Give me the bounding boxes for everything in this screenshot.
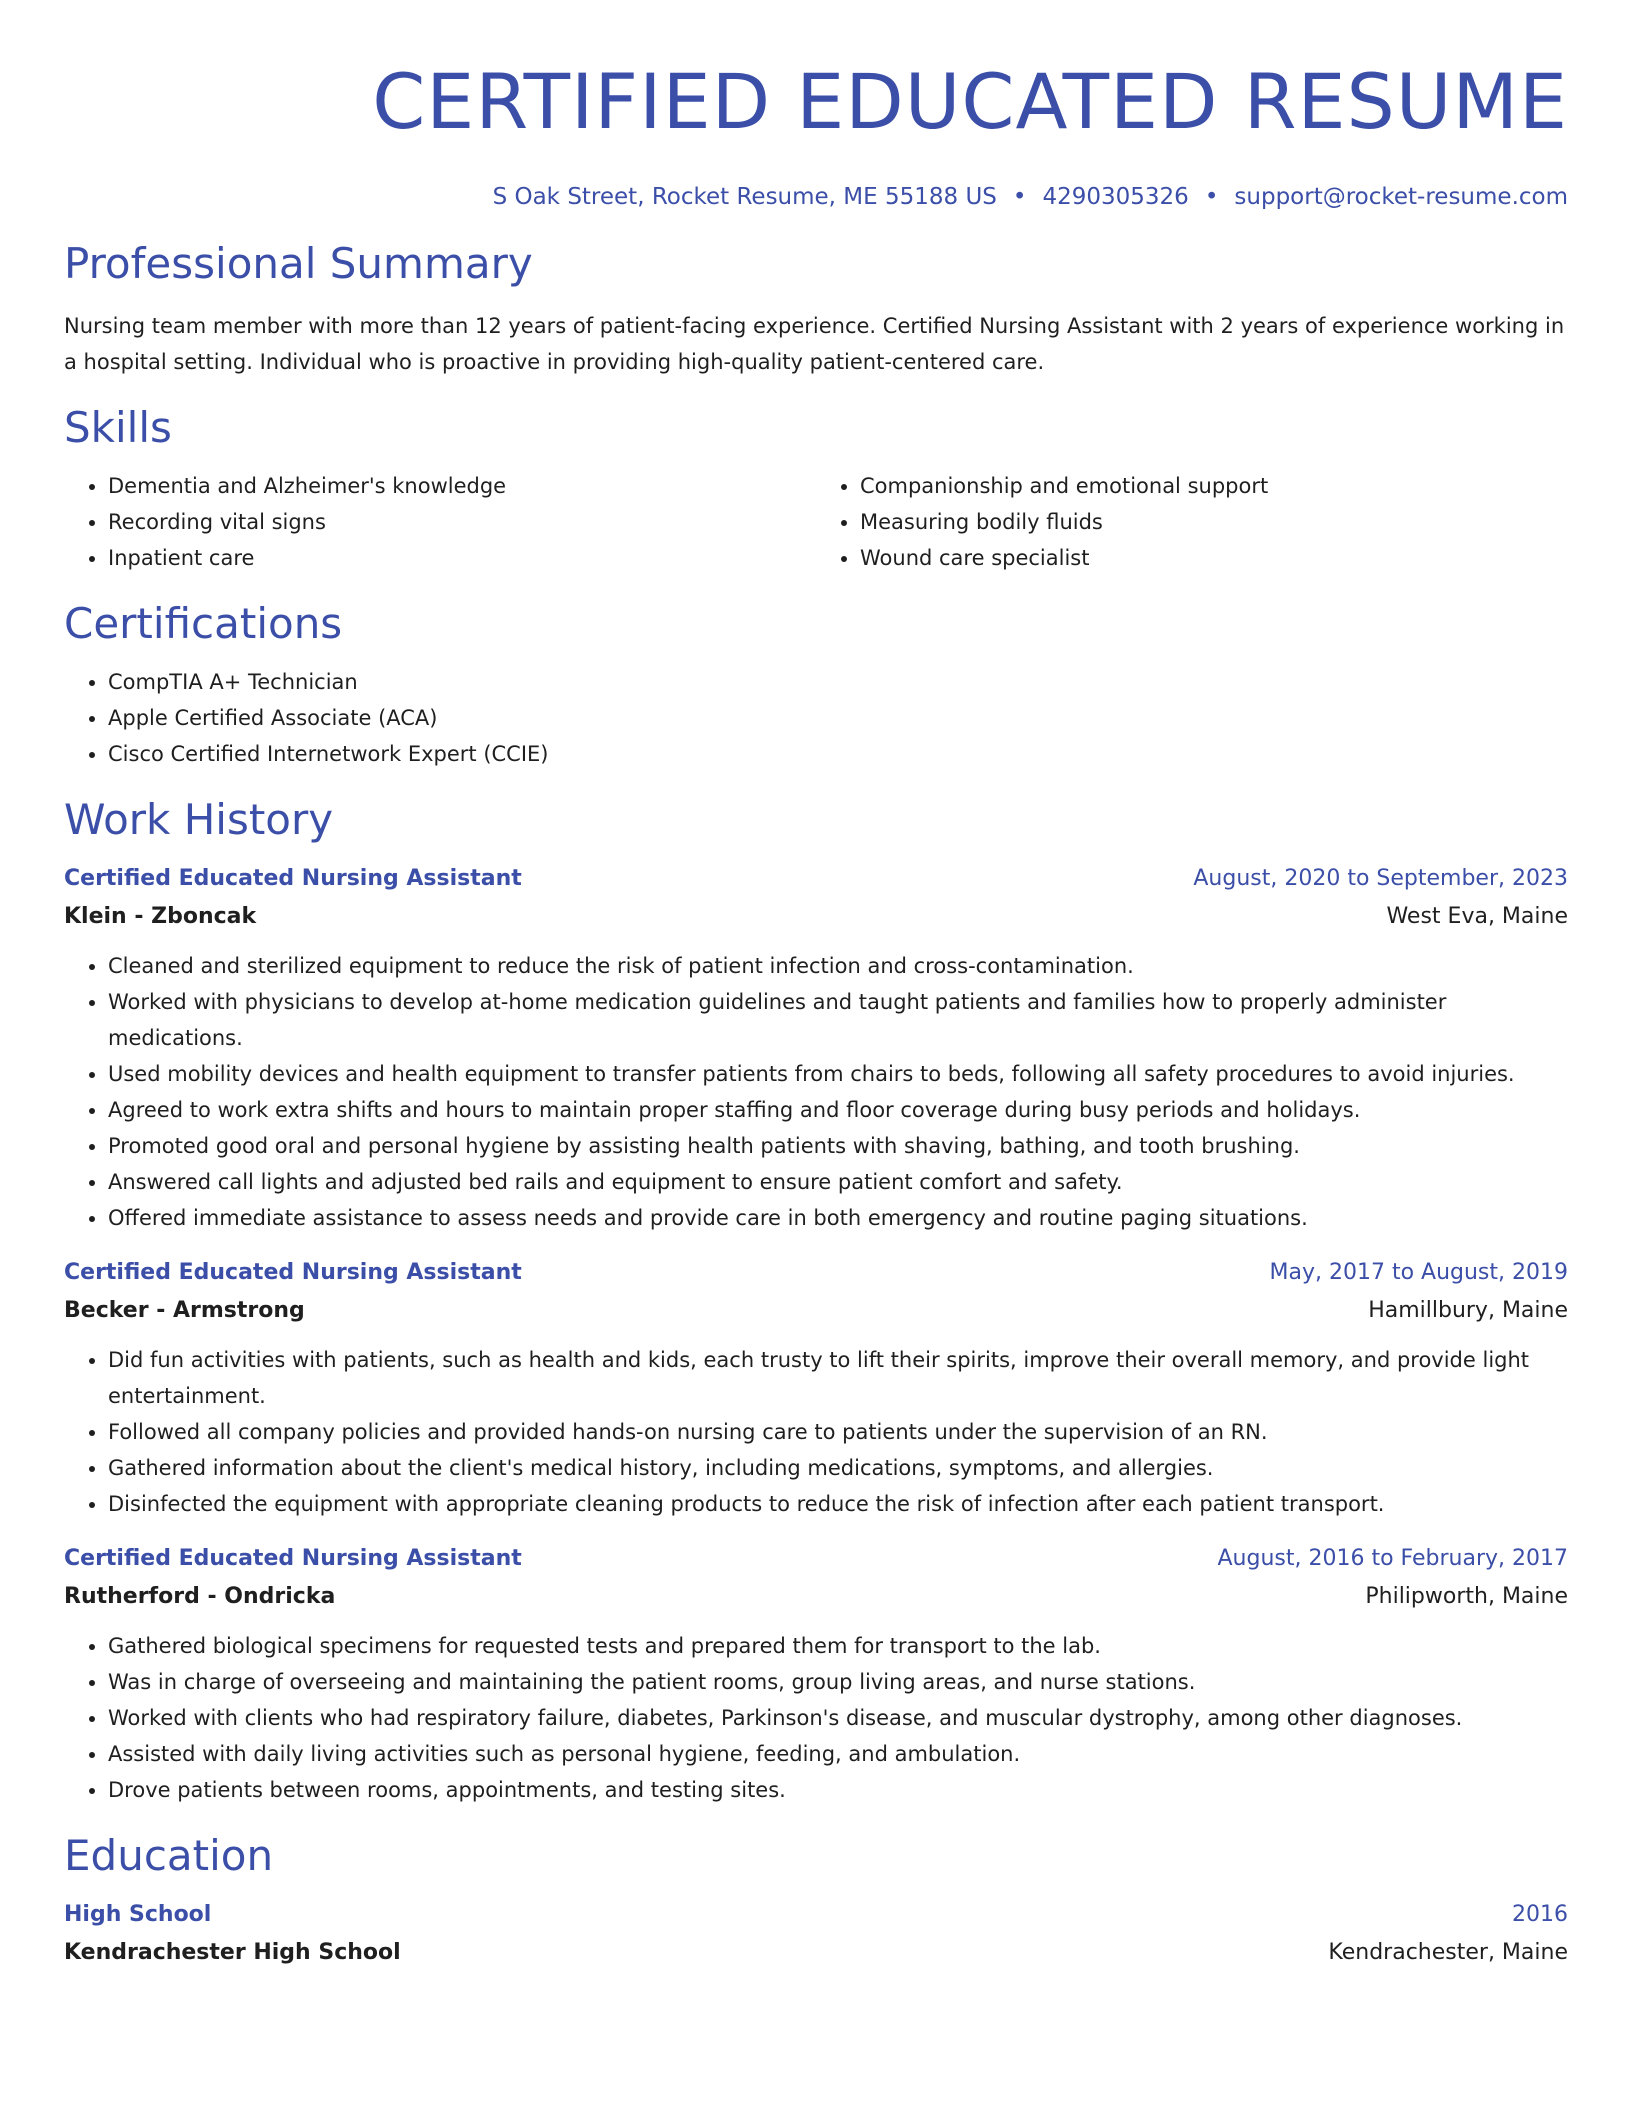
skills-list [64,468,1568,576]
job-title: Certified Educated Nursing Assistant [64,866,522,891]
section-title-skills: Skills [64,403,172,452]
job-location: Hamillbury, Maine [1368,1298,1568,1323]
job-bullet: • Gathered information about the client's medical history, including medications, symptoms, and allergies. [108,1450,1568,1486]
education-degree: High School [64,1902,212,1927]
job-entry [64,1254,1568,1522]
job-dates: May, 2017 to August, 2019 [1269,1260,1568,1285]
job-bullet: • Gathered biological specimens for requested tests and prepared them for transport to the lab. [108,1628,1568,1664]
skill-item: • Measuring bodily fluids [860,504,1568,540]
certification-item: • CompTIA A+ Technician [108,664,1568,700]
job-bullet: • Worked with clients who had respiratory failure, diabetes, Parkinson's disease, and muscular dystrophy, among other diagnoses. [108,1700,1568,1736]
section-title-education: Education [64,1831,274,1880]
job-company: Rutherford - Ondricka [64,1584,336,1609]
job-bullet: • Cleaned and sterilized equipment to reduce the risk of patient infection and cross-contamination. [108,948,1568,984]
section-title-work-history: Work History [64,795,334,844]
contact-email: support@rocket-resume.com [1234,184,1568,210]
job-bullet: • Was in charge of overseeing and maintaining the patient rooms, group living areas, and nurse stations. [108,1664,1568,1700]
certifications-list [64,664,1568,772]
education-school: Kendrachester High School [64,1940,401,1965]
skills-column-right [816,468,1568,576]
job-bullet: • Offered immediate assistance to assess needs and provide care in both emergency and routine paging situations. [108,1200,1568,1236]
education-location: Kendrachester, Maine [1328,1940,1568,1965]
job-subheader [64,898,1568,936]
job-bullet: • Promoted good oral and personal hygiene by assisting health patients with shaving, bathing, and tooth brushing. [108,1128,1568,1164]
job-bullet: • Answered call lights and adjusted bed rails and equipment to ensure patient comfort and safety. [108,1164,1568,1200]
job-header [64,1254,1568,1292]
skills-column-left [64,468,816,576]
skill-item: • Dementia and Alzheimer's knowledge [108,468,816,504]
skill-item: • Companionship and emotional support [860,468,1568,504]
job-header [64,1540,1568,1578]
contact-phone: 4290305326 [1042,184,1189,210]
education-year: 2016 [1512,1902,1568,1927]
job-bullet: • Worked with physicians to develop at-home medication guidelines and taught patients and families how to properly administer medications. [108,984,1568,1056]
job-subheader [64,1292,1568,1330]
education-subheader [64,1934,1568,1972]
skill-item: • Wound care specialist [860,540,1568,576]
contact-line [64,180,1568,214]
job-company: Klein - Zboncak [64,904,257,929]
job-title: Certified Educated Nursing Assistant [64,1546,522,1571]
job-bullet: • Agreed to work extra shifts and hours to maintain proper staffing and floor coverage during busy periods and holidays. [108,1092,1568,1128]
job-bullets [64,1342,1568,1522]
contact-address: S Oak Street, Rocket Resume, ME 55188 US [492,184,997,210]
job-bullet: • Drove patients between rooms, appointments, and testing sites. [108,1772,1568,1808]
resume-name: CERTIFIED EDUCATED RESUME [372,57,1568,146]
education-entry [64,1896,1568,1972]
contact-separator: • [1012,184,1027,210]
certification-item: • Apple Certified Associate (ACA) [108,700,1568,736]
job-dates: August, 2020 to September, 2023 [1193,866,1568,891]
job-bullets [64,1628,1568,1808]
job-title: Certified Educated Nursing Assistant [64,1260,522,1285]
job-location: West Eva, Maine [1386,904,1568,929]
job-header [64,860,1568,898]
job-entry [64,1540,1568,1808]
job-bullet: • Disinfected the equipment with appropriate cleaning products to reduce the risk of infection after each patient transport. [108,1486,1568,1522]
job-subheader [64,1578,1568,1616]
job-company: Becker - Armstrong [64,1298,305,1323]
job-location: Philipworth, Maine [1365,1584,1568,1609]
education-header [64,1896,1568,1934]
job-dates: August, 2016 to February, 2017 [1217,1546,1568,1571]
job-entry [64,860,1568,1236]
job-bullets [64,948,1568,1236]
section-title-certifications: Certifications [64,599,343,648]
job-bullet: • Used mobility devices and health equipment to transfer patients from chairs to beds, following all safety procedures to avoid injuries. [108,1056,1568,1092]
skill-item: • Recording vital signs [108,504,816,540]
job-bullet: • Followed all company policies and provided hands-on nursing care to patients under the supervision of an RN. [108,1414,1568,1450]
contact-separator: • [1204,184,1219,210]
job-bullet: • Assisted with daily living activities such as personal hygiene, feeding, and ambulation. [108,1736,1568,1772]
skill-item: • Inpatient care [108,540,816,576]
job-bullet: • Did fun activities with patients, such as health and kids, each trusty to lift their spirits, improve their overall memory, and provide light entertainment. [108,1342,1568,1414]
section-title-summary: Professional Summary [64,239,533,288]
certification-item: • Cisco Certified Internetwork Expert (CCIE) [108,736,1568,772]
summary-text: Nursing team member with more than 12 years of patient-facing experience. Certified Nursing Assistant with 2 years of experience working in a hospital setting. Individual who is proactive in providing high-quality patient-centered care. [64,314,1565,374]
